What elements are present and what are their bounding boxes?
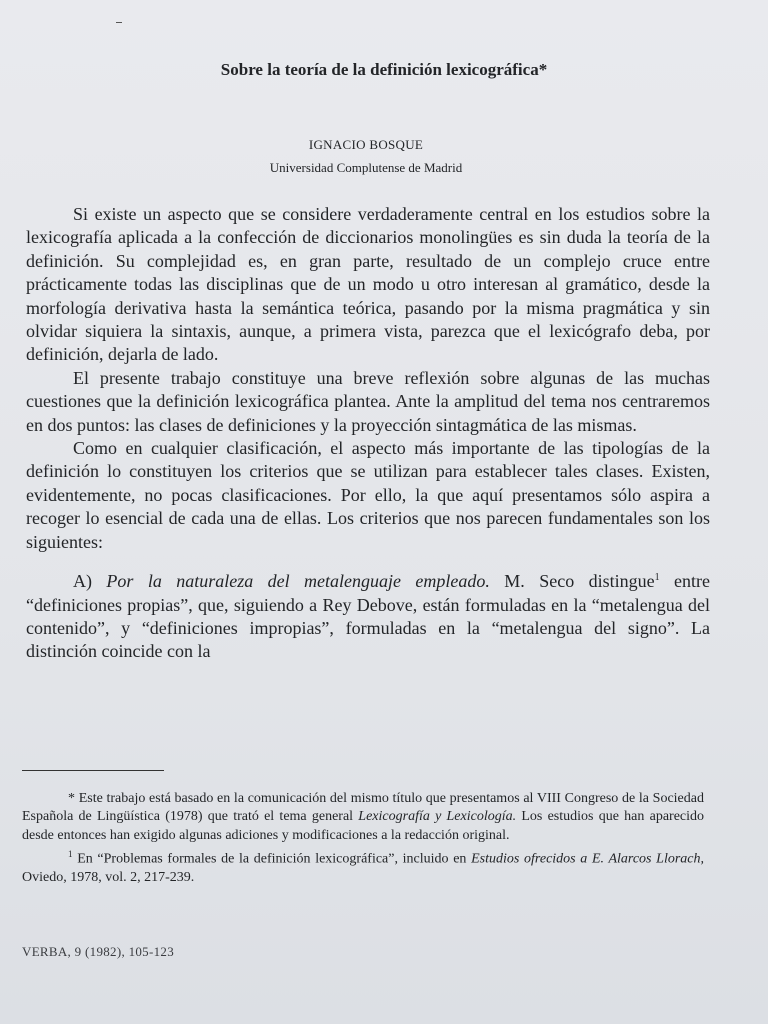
article-title: Sobre la teoría de la definición lexicográfica* bbox=[220, 60, 548, 79]
footnote-ref-1: 1 bbox=[654, 572, 660, 584]
footnote-1-text-a: En “Problemas formales de la definición lexicográfica”, incluido en bbox=[77, 851, 467, 867]
footnote-star bbox=[22, 790, 704, 845]
footnote-star-title: Lexicografía y Lexicología. bbox=[358, 809, 517, 825]
journal-citation: VERBA, 9 (1982), 105-123 bbox=[22, 944, 174, 959]
footnotes bbox=[22, 790, 704, 888]
author-affiliation: Universidad Complutense de Madrid bbox=[269, 160, 463, 175]
author-name: IGNACIO BOSQUE bbox=[308, 137, 424, 152]
paragraph-4-text-a: M. Seco distingue bbox=[504, 571, 655, 592]
footnote-star-text-b: Los estudios que han aparecido desde entonces han exigido algunas adiciones y modificaciones a la redacción original. bbox=[22, 809, 705, 843]
article-body bbox=[26, 203, 710, 664]
paragraph-3: Como en cualquier clasificación, el aspecto más importante de las tipologías de la definición lo constituyen los criterios que se utilizan para establecer tales clases. Existen, evidentemente, no pocas clasificaciones. Por ello, la que aquí presentamos sólo aspira a recoger lo esencial de cada una de ellas. Los criterios que nos parecen fundamentales son los siguientes: bbox=[26, 438, 710, 552]
section-heading: Por la naturaleza del metalenguaje empleado. bbox=[106, 571, 490, 592]
footnote-star-mark: * bbox=[68, 791, 75, 806]
footnote-1 bbox=[22, 845, 704, 887]
footnote-1-mark: 1 bbox=[68, 849, 73, 860]
footnote-1-text-b: Oviedo, 1978, vol. 2, 217-239. bbox=[22, 870, 195, 886]
paragraph-2: El presente trabajo constituye una breve reflexión sobre algunas de las muchas cuestiones que la definición lexicográfica plantea. Ante la amplitud del tema nos centraremos en dos puntos: las clases de definiciones y la proyección sintagmática de las mismas. bbox=[26, 367, 710, 435]
paragraph-4 bbox=[26, 566, 710, 664]
page-mark bbox=[116, 22, 122, 23]
section-label: A) bbox=[73, 571, 92, 592]
paragraph-1: Si existe un aspecto que se considere verdaderamente central en los estudios sobre la lexicografía aplicada a la confección de diccionarios monolingües es sin duda la teoría de la definición. Su complejidad es, en gran parte, resultado de un complejo cruce entre prácticamente todas las disciplinas que de un modo u otro interesan al gramático, desde la morfología derivativa hasta la semántica teórica, pasando por la misma pragmática y sin olvidar siquiera la sintaxis, aunque, a primera vista, parezca que el lexicógrafo deba, por definición, dejarla de lado. bbox=[26, 204, 710, 365]
footnote-star-text-a: Este trabajo está basado en la comunicación del mismo título que presentamos al VIII Congreso de la Sociedad Española de Lingüística (1978) que trató el tema general bbox=[22, 791, 704, 825]
footnote-rule bbox=[22, 770, 164, 771]
paragraph-4-text-b: entre “definiciones propias”, que, siguiendo a Rey Debove, están formuladas en la “metalengua del contenido”, y “definiciones impropias”, formuladas en la “metalengua del signo”. La distinción coincide con la bbox=[26, 571, 710, 662]
footnote-1-title: Estudios ofrecidos a E. Alarcos Llorach, bbox=[471, 851, 705, 867]
